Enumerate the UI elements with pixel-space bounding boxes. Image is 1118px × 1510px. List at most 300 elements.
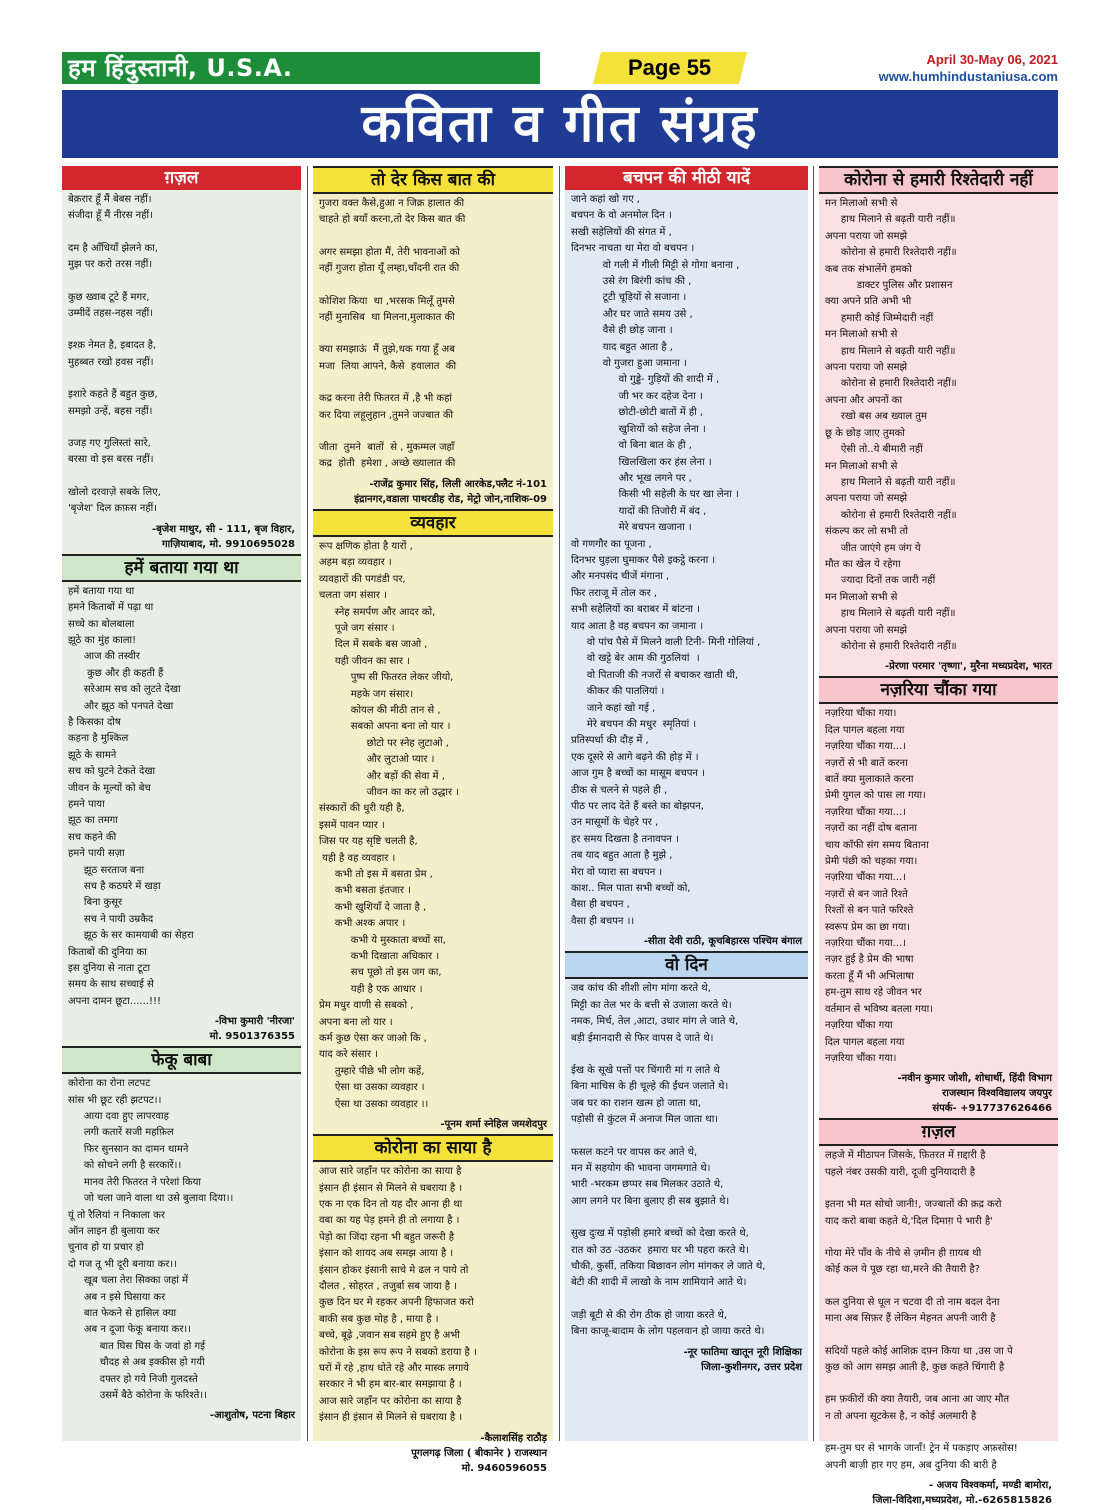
poem-line: वो खट्टे बेर आम की गुठलियां । <box>571 653 700 665</box>
poem-line: क्या समझाऊं मैं तुझे,थक गया हूँ अब <box>319 344 455 356</box>
poem-line: वो पांच पैसे में मिलने वाली टिनी- मिनी गोलियां , <box>571 636 761 648</box>
poem-line: एक दूसरे से आगे बढ़ने की होड़ में । <box>571 751 699 763</box>
poem-line: कद्र करना तेरी फितरत में ,है भी कहां <box>319 393 452 405</box>
poem-line: और घर जाते समय उसे , <box>571 308 693 320</box>
poem-line: मानव तेरी फितरत ने परेशां किया <box>68 1176 202 1188</box>
poem-line: अपनी बाज़ी हार गए हम, अब दुनिया की बारी है <box>825 1459 997 1471</box>
poem-line: पड़ोसी से कुंटल में अनाज मिल जाता था। <box>571 1114 719 1126</box>
poem-line: ईख के सूखे पत्तों पर चिंगारी मां ग लाते थे <box>571 1064 720 1076</box>
stanza-gap <box>319 229 547 245</box>
website-link[interactable]: www.humhindustaniusa.com <box>878 69 1058 84</box>
poem-line: पहले नंबर उसकी यारी, दूजी दुनियादारी है <box>825 1166 976 1178</box>
poem-line: हाथ मिलाने से बढ़ती यारी नहीं॥ <box>825 608 956 620</box>
poem-line: जब कांच की शीशी लोग मांगा करते थे, <box>571 983 711 995</box>
poem-line: बात घिस घिस के जवां हो गई <box>68 1340 206 1352</box>
poem-line: इश्क़ नेमत है, इबादत है, <box>68 340 157 352</box>
poem-line: वैसा ही बचपन ।। <box>571 915 635 927</box>
poem-line: ज्यादा दिनों तक जारी नहीं <box>825 575 936 587</box>
poem-line: छोटी-छोटी बातों में ही , <box>571 407 704 419</box>
poem-line: नहीं गुजरा होता यूँ लम्हा,चाँदनी रात की <box>319 263 460 275</box>
poem-line: तब याद बहुत आता है मुझे , <box>571 850 673 862</box>
poem-line: हाथ मिलाने से बढ़ती यारी नहीं॥ <box>825 345 956 357</box>
poem-line: याद करो बाबा कहते थे,'दिल दिमाग़ पे भारी है' <box>825 1215 993 1227</box>
poem-line: घरों में रहे ,हाथ धोते रहे और मास्क लगाये <box>319 1362 469 1374</box>
poem-line: खूब चला तेरा सिक्का जहां में <box>68 1275 189 1287</box>
credit-line: जिला-कुशीनगर, उत्तर प्रदेश <box>701 1361 802 1373</box>
poem-line: सखी सहेलियों की संगत में , <box>571 226 672 238</box>
poem-line: दम है आँधियाँ झेलने का, <box>68 242 159 254</box>
poem-line: वबा का यह पेड़ हमने ही तो लगाया है । <box>319 1215 460 1227</box>
poem-line: मन मिलाओ सभी से <box>825 329 898 341</box>
poem-line: बच्चे, बूढ़े ,जवान सब सहमे हुए है अभी <box>319 1330 460 1342</box>
poem-line: चाय कॉफी संग समय बिताना <box>825 839 929 851</box>
stanza-gap <box>319 278 547 294</box>
poem-title: फेकू बाबा <box>62 1046 301 1074</box>
poem-line: दफ्तर हो गये निजी गुलदस्ते <box>68 1373 198 1385</box>
poem-line: इंसान ही इंसान से मिलने से घबराया है । <box>319 1412 463 1424</box>
poem-title: हमें बताया गया था <box>62 554 301 582</box>
poem-line: वो गली में गीली मिट्टी से गोगा बनाना , <box>571 259 740 271</box>
credit-line: -पूनम शर्मा स्नेहिल जमशेदपुर <box>440 1119 547 1131</box>
poem-body <box>62 582 301 1013</box>
poem-line: याद बहुत आता है , <box>571 341 673 353</box>
poem-line: न तो अपना सूटकेस है, न कोई अलमारी है <box>825 1410 977 1422</box>
poem-line: फिर तराजू में तोल कर , <box>571 587 658 599</box>
poem-line: चुनाव हो या प्रचार हो <box>68 1242 144 1254</box>
poem-line: यादों की तिजोरी में बंद , <box>571 505 707 517</box>
credit-line: -बृजेश माथुर, सी - 111, बृज विहार, <box>151 523 295 535</box>
poem-line: आया दवा हुए लापरवाह <box>68 1111 169 1123</box>
poem-line: और बड़ों की सेवा में , <box>319 770 445 782</box>
poem-line: वो बिना बात के ही , <box>571 440 692 452</box>
poem-line: उसे रंग बिरंगी कांच की , <box>571 276 692 288</box>
column-1 <box>62 166 301 1441</box>
poem-line: हमने किताबों में पढ़ा था <box>68 602 154 614</box>
poem-line: नज़रों से भी बातें करना <box>825 757 908 769</box>
poem-line: मन मिलाओ सभी से <box>825 198 898 209</box>
poem-line: नज़रिया चौंका गया। <box>825 1052 897 1064</box>
poem-line: कब तक संभालेंगे हमको <box>825 263 912 275</box>
credit-line: जिला-विदिशा,मध्यप्रदेश, मो.-6265815826 <box>872 1495 1052 1506</box>
poem-line: वैसा ही बचपन , <box>571 899 630 911</box>
credit-line: -आशुतोष, पटना बिहार <box>209 1410 295 1422</box>
poem-line: यूं तो रैलियां न निकाला कर <box>68 1209 165 1221</box>
poem-line: कभी तो इस में बसता प्रेम , <box>319 869 433 880</box>
column-divider <box>559 166 560 1441</box>
poem-line: कहना है मुश्किल <box>68 733 129 745</box>
poem-body <box>819 704 1058 1069</box>
poem-line: ठीक से चलने से पहले ही , <box>571 784 668 796</box>
poem-line: संकल्प कर लो सभी तो <box>825 526 908 538</box>
poem-line: कुछ ख्वाब टूटे हैं मगर, <box>68 291 150 303</box>
poem-line: हाथ मिलाने से बढ़ती यारी नहीं॥ <box>825 214 956 226</box>
poem-line: व्यवहारों की पगडंडी पर, <box>319 573 406 585</box>
poem-line: वर्तमान से भविष्य बतला गया। <box>825 1003 933 1015</box>
poem-line: बचपन के वो अनमोल दिन । <box>571 210 672 222</box>
poem-line: झूठे के सामने <box>68 749 117 761</box>
poem-line: हमारी कोई जिम्मेदारी नहीं <box>825 312 934 324</box>
poem-line: चलता जग संसार । <box>319 590 387 602</box>
poem-line: पीठ पर लाद देते हैं बस्ते का बोझपन, <box>571 801 704 813</box>
stanza-gap <box>571 1292 802 1308</box>
poem-line: ऑन लाइन ही बुलाया कर <box>68 1225 160 1237</box>
poem-line: खोलो दरवाज़े सबके लिए, <box>68 486 161 498</box>
poem-line: वो गुड्डे- गुड़ियों की शादी में , <box>571 374 720 386</box>
poem-line: जड़ी बूटी से की रोग ठीक हो जाया करते थे, <box>571 1309 728 1321</box>
poem-line: दिल में सबके बस जाओ , <box>319 639 428 651</box>
column-divider <box>813 166 814 1441</box>
poem-line: याद आता है वह बचपन का जमाना । <box>571 620 704 632</box>
poem-line: सदियों पहले कोई आशिक़ दफ़्न किया था ,उस जा पे <box>825 1345 1013 1357</box>
poem-line: सच कहने की <box>68 831 117 843</box>
poem-line: नज़रिया चौंका गया...। <box>825 741 906 753</box>
poem-line: मजा लिया आपने, कैसे हवालात की <box>319 360 457 372</box>
poem-credit <box>565 932 808 951</box>
poem-line: मेरा वो प्यारा सा बचपन । <box>571 866 663 878</box>
poem-line: झूठ के सर कामयाबी का सेहरा <box>68 930 194 942</box>
poem-line: जीवन का कर लो उद्धार । <box>319 786 460 798</box>
column-4 <box>819 166 1058 1506</box>
poem-line: कोरोना के इस रूप रूप ने सबको डराया है । <box>319 1346 477 1358</box>
poem-line: फसल कटने पर वापस कर आते थे, <box>571 1146 698 1158</box>
poem-line: समय के साथ सच्चाई से <box>68 979 154 991</box>
poem-line: कोरोना से हमारी रिश्तेदारी नहीं॥ <box>825 378 957 390</box>
poem-line: चौकी, कुर्सी, तकिया बिछावन लोग मांगकर ले जाते थे, <box>571 1260 766 1272</box>
poem-line: एक ना एक दिन तो यह दौर आना ही था <box>319 1198 463 1210</box>
stanza-gap <box>571 1210 802 1226</box>
credit-line: -राजेंद्र कुमार सिंह, लिली आरकेड,फ्लैट नं-101 <box>369 478 547 490</box>
poem-line: इंसान होकर इंसानी साचे मे ढल न पाये तो <box>319 1264 469 1276</box>
poem-line: ऐसी तो..ये बीमारी नहीं <box>825 444 923 456</box>
poem-line: जाने कहां खो गए , <box>571 194 640 205</box>
poem-line: गुजरा वक्त कैसे,हुआ न जिक्र हालात की <box>319 198 465 209</box>
poem-line: भारी -भरकम छप्पर सब मिलकर उठाते थे, <box>571 1179 724 1191</box>
credit-line: -प्रेरणा परमार 'तृष्णा', मुरैना मध्यप्रदेश, भारत <box>884 661 1052 673</box>
poem-line: कद्र होती हमेशा , अच्छे ख्यालात की <box>319 458 456 470</box>
stanza-gap <box>68 322 295 338</box>
poem-line: मेरे बचपन खजाना । <box>571 522 692 534</box>
poem-line: आग लगने पर बिना बुलाए ही सब बुझाते थे। <box>571 1195 730 1207</box>
poem-line: बरसा वो इस बरस नहीं। <box>68 454 154 466</box>
poem-line: सभी सहेलियों का बराबर में बांटना । <box>571 604 700 616</box>
poem-line: अपना दामन छूटा......!!! <box>68 995 161 1007</box>
poem-line: छू के छोड़ जाए तुमको <box>825 427 905 439</box>
poem-line: कोई कल ये पूछ रहा था,मरने की तैयारी है? <box>825 1264 980 1276</box>
poem-line: अपना पराया जो समझे <box>825 493 908 505</box>
poem-line: गोया मेरे पाँव के नीचे से ज़मीन ही ग़ायब थी <box>825 1247 982 1259</box>
poem-line: हमें बताया गया था <box>68 585 135 597</box>
poem-line: अपना पराया जो समझे <box>825 624 908 636</box>
stanza-gap <box>319 326 547 342</box>
poem-line: सरेआम सच को लुटते देखा <box>68 684 181 696</box>
poem-line: रूप क्षणिक होता है यारों , <box>319 540 413 552</box>
stanza-gap <box>319 375 547 391</box>
poem-line: प्रेमी पंछी को चहका गया। <box>825 856 918 868</box>
stanza-gap <box>825 1425 1052 1441</box>
poem-line: तुम्हारे पीछे भी लोग कहें, <box>319 1065 425 1077</box>
poem-line: को सोचने लगी है सरकारें।। <box>68 1160 182 1172</box>
poem-line: जो चला जाने वाला था उसे बुलावा दिया।। <box>68 1193 234 1205</box>
poem-line: नज़रों का नहीं दोष बताना <box>825 823 917 835</box>
poem-credit <box>62 1012 301 1046</box>
poem-line: छोटो पर स्नेह लुटाओ , <box>319 737 449 749</box>
credit-line: इंद्रानगर,वडाला पाथरडीह रोड, मेट्रो जोन,नाशिक-09 <box>354 493 547 505</box>
poem-title: कोरोना से हमारी रिश्तेदारी नहीं <box>819 166 1058 194</box>
poem-line: इसमें पावन प्यार । <box>319 819 385 831</box>
poem-line: हाथ मिलाने से बढ़ती यारी नहीं॥ <box>825 476 956 488</box>
poem-line: आज की तस्वीर <box>68 651 140 663</box>
poem-title: वो दिन <box>565 951 808 979</box>
stanza-gap <box>825 1279 1052 1295</box>
poem-line: बेटी की शादी में लाखो के नाम शामियाने आते थे। <box>571 1277 747 1289</box>
poem-line: आज सारे जहाँन पर कोरोना का साया है <box>319 1395 462 1407</box>
poem-line: यही जीवन का सार । <box>319 655 410 667</box>
poem-line: वो गणगौर का पूजना , <box>571 538 652 550</box>
poem-line: कीकर की पातलियां । <box>571 686 665 698</box>
poem-line: कभी अश्क अपार । <box>319 918 406 930</box>
poem-line: हमने पाया <box>68 798 105 810</box>
poem-line: कल दुनिया से धूल न चटवा दी तो नाम बदल देना <box>825 1296 1000 1308</box>
poem-line: हम-तुम घर से भागके जानाँ! ट्रेन में पकड़ाए अफ़सोस! <box>825 1443 1018 1455</box>
poem-line: कोरोना का रोना लटपट <box>68 1078 151 1090</box>
poem-line: कभी ये मुस्काता बच्चों सा, <box>319 934 446 946</box>
poem-line: कुछ को आग समझ आती है, कुछ कहते चिंगारी है <box>825 1361 1005 1373</box>
poem-line: कुछ और ही कहती हैं <box>68 667 164 679</box>
poem-line: इंसान ही इंसान से मिलने से घबराया है । <box>319 1182 463 1194</box>
poem-line: यही है एक आधार । <box>319 983 423 995</box>
poem-body <box>819 1146 1058 1476</box>
poem-line: पुष्प सी फितरत लेकर जीयो, <box>319 672 454 684</box>
poem-line: नज़रिया चौंका गया...। <box>825 806 906 818</box>
credit-line: मो. 9460596055 <box>461 1462 547 1474</box>
poem-line: टूटी चूड़ियों से सजाना । <box>571 292 687 304</box>
poem-line: नज़रिया चौंका गया। <box>825 708 897 720</box>
poem-line: पेड़ो का जिंदा रहना भी बहुत जरूरी है <box>319 1231 455 1243</box>
poem-line: दिनभर घुड़ला घुमाकर पैसे इकट्ठे करना । <box>571 554 716 566</box>
poem-line: कभी खुशियाँ दे जाता है , <box>319 901 427 913</box>
poem-title: कोरोना का साया है <box>313 1134 553 1162</box>
credit-line: गाज़ियाबाद, मो. 9910695028 <box>162 538 295 550</box>
poem-line: रखो बस अब ख्याल तुम <box>825 411 927 423</box>
credit-line: संपर्क- +917737626466 <box>932 1103 1052 1115</box>
stanza-gap <box>825 1376 1052 1392</box>
poem-line: झूठ सरताज बना <box>68 864 145 876</box>
poem-line: और झूठ को पनपते देखा <box>68 700 174 712</box>
poem-line: जब घर का राशन खत्म हो जाता था, <box>571 1097 702 1109</box>
poem-line: नज़रों से बन जाते रिश्ते <box>825 888 908 900</box>
poem-line: रात को उठ -उठकर हमारा घर भी पहरा करते थे। <box>571 1244 749 1256</box>
poem-line: सबको अपना बना लो यार । <box>319 721 451 733</box>
column-3 <box>565 166 808 1441</box>
poem-line: वैसे ही छोड़ जाना । <box>571 325 673 337</box>
poem-line: अपना बना लो यार । <box>319 1016 393 1028</box>
credit-line: -विभा कुमारी 'नीरजा' <box>214 1016 295 1028</box>
poem-line: रिश्तों से बन पाते फरिश्ते <box>825 905 914 917</box>
poem-body <box>565 979 808 1342</box>
poem-line: फिर सुनसान का दामन थामने <box>68 1143 189 1155</box>
poem-line: नमक, मिर्च, तेल ,आटा, उधार मांग ले जाते थे, <box>571 1016 739 1028</box>
poem-line: कर दिया लहूलुहान ,तुमने जज्बात की <box>319 409 454 421</box>
stanza-gap <box>68 420 295 436</box>
poem-line: कभी दिखाता अधिकार । <box>319 951 440 963</box>
poem-title: ग़ज़ल <box>819 1118 1058 1146</box>
credit-line: मो. 9501376355 <box>209 1031 295 1043</box>
poem-credit <box>819 657 1058 676</box>
poem-line: किसी भी सहेली के घर खा लेना । <box>571 489 739 501</box>
poem-line: जिस पर यह सृष्टि चलती है, <box>319 836 418 848</box>
credit-line: -कैलाशसिंह राठौड़ <box>480 1432 547 1444</box>
poem-credit <box>313 1115 553 1134</box>
poem-line: बिना काजू-बादाम के लोग पहलवान हो जाया करते थे। <box>571 1326 765 1338</box>
issue-date: April 30-May 06, 2021 <box>926 52 1058 67</box>
poem-line: दो गज तू भी दूरी बनाया कर।। <box>68 1258 177 1270</box>
poem-line: स्वरूप प्रेम का छा गया। <box>825 921 910 933</box>
poem-line: नहीं मुनासिब था मिलना,मुलाकात की <box>319 312 455 324</box>
poem-line: काश.. मिल पाता सभी बच्चों को, <box>571 883 691 895</box>
poem-line: इस दुनिया से नाता टूटा <box>68 963 151 975</box>
poem-line: स्नेह समर्पण और आदर को, <box>319 606 436 618</box>
poem-line: यही है वह व्यवहार । <box>319 852 396 864</box>
poem-line: सच है कठघरे में खड़ा <box>68 881 161 892</box>
poem-line: महके जग संसार। <box>319 688 414 700</box>
credit-line: -सीता देवी राठी, कूचबिहारस पश्चिम बंगाल <box>643 936 802 948</box>
poem-line: अपना और अपनों का <box>825 394 903 406</box>
poem-title: बचपन की मीठी यादें <box>565 166 808 190</box>
poem-line: है किसका दोष <box>68 716 121 728</box>
stanza-gap <box>68 371 295 387</box>
poem-body <box>313 194 553 475</box>
poem-line: उम्मीदें तहस-नहस नहीं। <box>68 308 153 320</box>
credit-line: -नवीन कुमार जोशी, शोधार्थी, हिंदी विभाग <box>897 1073 1052 1085</box>
poem-line: पूजे जग संसार । <box>319 622 395 634</box>
poem-line: सच को घुटने टेकते देखा <box>68 766 156 778</box>
credit-line: राजस्थान विश्वविद्यालय जयपुर <box>942 1088 1052 1100</box>
section-banner: कविता व गीत संग्रह <box>62 90 1058 158</box>
poem-line: बाकी सब कुछ मोह है , माया है । <box>319 1313 439 1325</box>
poem-line: अब न इसे घिसाया कर <box>68 1291 166 1303</box>
poem-line: कर्म कुछ ऐसा कर जाओ कि , <box>319 1033 427 1045</box>
poem-line: बिना माचिस के ही चूल्हे की ईंधन जलाते थे। <box>571 1081 729 1093</box>
poem-line: सच पूछो तो इस जग का, <box>319 967 442 979</box>
stanza-gap <box>825 1230 1052 1246</box>
poem-line: उसमें बैठे कोरोना के फरिश्ते।। <box>68 1389 207 1401</box>
credit-line: -नूर फातिमा खातून नूरी शिक्षिका <box>683 1346 802 1358</box>
poem-line: सांस भी छूट रही झटपट।। <box>68 1094 162 1106</box>
poem-line: जी भर कर दहेज देना । <box>571 390 703 402</box>
poem-line: अगर समझा होता मैं, तेरी भावनाओं को <box>319 246 460 258</box>
poem-line: मन मिलाओ सभी से <box>825 460 898 472</box>
poem-line: बड़ी ईमानदारी से फिर वापस दे जाते थे। <box>571 1032 714 1044</box>
poem-line: नज़रिया चौंका गया...। <box>825 938 906 950</box>
stanza-gap <box>68 225 295 241</box>
column-divider <box>307 166 308 1441</box>
poem-line: और मनपसंद चीजें मंगाना , <box>571 571 670 583</box>
poem-line: कोरोना से हमारी रिश्तेदारी नहीं॥ <box>825 247 957 259</box>
poem-line: लहजे में मीठापन जिसके, फ़ितरत में ग़द्दारी है <box>825 1150 986 1162</box>
poem-line: चौदह से अब इक्कीस हो गयी <box>68 1357 205 1369</box>
poem-line: कुछ दिन घर मे रहकर अपनी हिफाजत करो <box>319 1297 474 1309</box>
poem-line: बेक़रार हूँ मैं बेबस नहीं। <box>68 194 152 205</box>
poem-line: मुझ पर करो तरस नहीं। <box>68 259 153 271</box>
poem-line: इशारे कहते हैं बहुत कुछ, <box>68 389 158 401</box>
poem-body <box>313 537 553 1115</box>
stanza-gap <box>571 1047 802 1063</box>
poem-line: कोरोना से हमारी रिश्तेदारी नहीं॥ <box>825 509 957 521</box>
poem-credit <box>62 520 301 554</box>
poem-line: कभी बसता इंतजार । <box>319 885 411 897</box>
poem-line: दिल पागल बहला गया <box>825 724 905 736</box>
poem-line: अपना पराया जो समझे <box>825 362 908 374</box>
poem-line: उन मासूमों के चेहरे पर , <box>571 817 659 829</box>
poem-credit <box>819 1069 1058 1118</box>
poem-line: जीवन के मूल्यों को बेच <box>68 782 151 794</box>
poem-line: बात फेकने से हासिल क्या <box>68 1307 177 1319</box>
poem-title: व्यवहार <box>313 509 553 537</box>
stanza-gap <box>319 424 547 440</box>
poem-line: और भूख लगने पर , <box>571 472 692 484</box>
poem-line: लगी कतारें सजी महफ़िल <box>68 1127 174 1139</box>
poem-line: हमने पायी सज़ा <box>68 848 125 860</box>
poem-credit <box>313 475 553 509</box>
poem-line: मेरे बचपन की मधुर स्मृतियां । <box>571 719 697 730</box>
poem-credit <box>62 1406 301 1425</box>
page-number-label: Page 55 <box>628 55 712 80</box>
poem-line: दौलत , सोहरत , तजुर्बा सब जाया है । <box>319 1280 458 1292</box>
poem-line: नज़रिया चौंका गया...। <box>825 872 906 884</box>
poem-line: बातें क्या मुलाकाते करना <box>825 774 914 785</box>
poem-line: बिना कुसूर <box>68 897 123 909</box>
poem-body <box>62 190 301 520</box>
poem-line: इतना भी मत सोचो जानी!, जज्बातों की क़द्र करो <box>825 1199 1002 1211</box>
poem-line: खिलखिला कर हंस लेना । <box>571 456 712 468</box>
poem-line: ऐसा था उसका व्यवहार । <box>319 1082 425 1094</box>
poem-line: संस्कारों की धुरी यही है, <box>319 803 405 815</box>
poem-line: सुख दुःख में पड़ोसी हमारे बच्चों को देखा करते थे, <box>571 1228 749 1240</box>
poem-line: नज़र हुई है प्रेम की भाषा <box>825 954 914 966</box>
poem-line: कोशिश किया था ,भरसक मिलूँ तुमसे <box>319 295 455 307</box>
poem-line: कोयल की मीठी तान से , <box>319 704 441 716</box>
poem-line: दिनभर नाचता था मेरा वो बचपन । <box>571 243 695 255</box>
poem-line: प्रतिस्पर्धा की दौड़ में , <box>571 735 649 747</box>
poem-line: मौत का खेल ये रहेगा <box>825 558 901 570</box>
poem-line: संजीदा हूँ मैं नीरस नहीं। <box>68 210 153 222</box>
poem-line: हर समय दिखता है तनावपन । <box>571 833 679 845</box>
poem-line: प्रेमी युगल को पास ला गया। <box>825 790 926 802</box>
poem-line: करता हूँ मैं भी अभिलाषा <box>825 970 914 982</box>
poem-body <box>313 1162 553 1429</box>
poem-credit <box>819 1476 1058 1510</box>
poem-credit <box>565 1343 808 1377</box>
poem-line: अब न दूजा फेकू बनाया कर।। <box>68 1324 191 1336</box>
poem-line: सच्चे का बोलबाला <box>68 618 135 630</box>
column-2 <box>313 166 553 1474</box>
poem-line: अपना पराया जो समझे <box>825 230 908 242</box>
poem-title: नज़रिया चौंका गया <box>819 676 1058 704</box>
poem-line: खुशियों को सहेज लेना । <box>571 423 706 435</box>
poem-line: मिट्टी का तेल भर के बत्ती से उजाला करते थे। <box>571 999 732 1011</box>
poem-line: हम-तुम साथ रहे जीवन भर <box>825 987 922 999</box>
stanza-gap <box>571 1129 802 1145</box>
poem-title: ग़ज़ल <box>62 166 301 190</box>
credit-line: - अजय विश्वकर्मा, मण्डी बामोरा, <box>929 1480 1052 1491</box>
poem-body <box>819 194 1058 657</box>
poem-line: दिल पागल बहला गया <box>825 1036 905 1048</box>
poem-line: कोरोना से हमारी रिश्तेदारी नहीं॥ <box>825 640 957 652</box>
stanza-gap <box>68 274 295 290</box>
poem-line: चाहते हो बयाँ करना,तो देर किस बात की <box>319 214 466 226</box>
poem-line: जीता तुमने बातों से , मुकम्मल जहाँ <box>319 442 455 454</box>
poem-title: तो देर किस बात की <box>313 166 553 194</box>
